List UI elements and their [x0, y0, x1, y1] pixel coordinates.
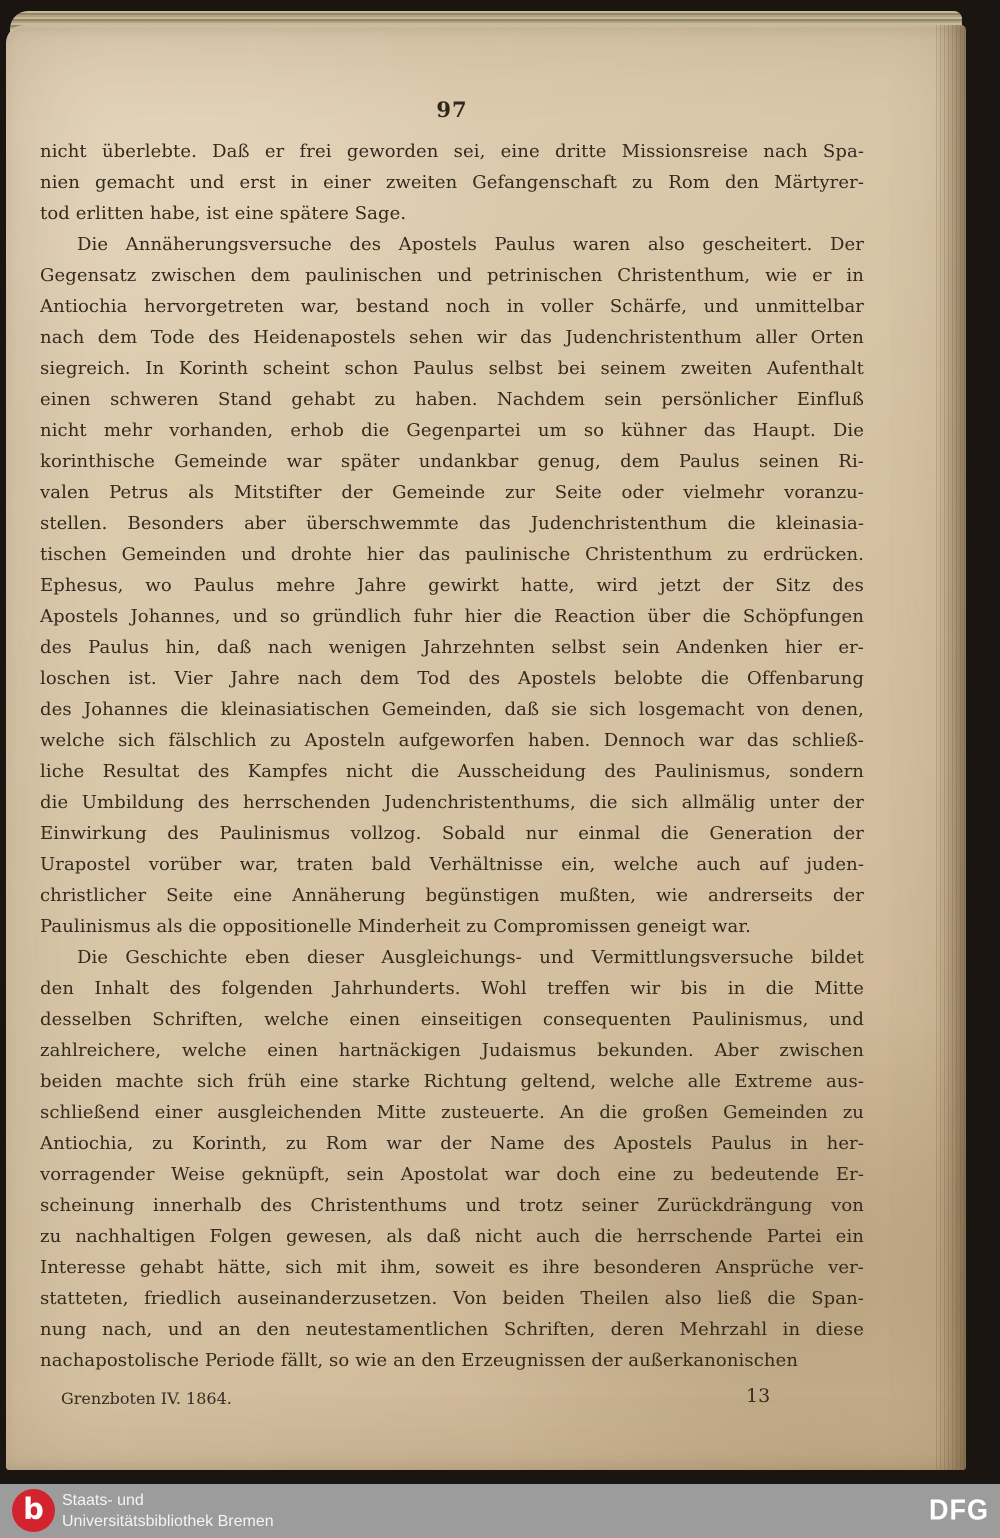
paragraph [40, 942, 864, 1376]
text-line: statteten, friedlich auseinanderzusetzen. Von beiden Theilen also ließ die Span- [40, 1288, 864, 1309]
paragraph [40, 229, 864, 942]
text-line: Einwirkung des Paulinismus vollzog. Sobald nur einmal die Generation der [40, 823, 864, 844]
text-line: valen Petrus als Mitstifter der Gemeinde zur Seite oder vielmehr voranzu- [40, 482, 864, 503]
text-line: christlicher Seite eine Annäherung begünstigen mußten, wie andrerseits der [40, 885, 864, 906]
text-line: nung nach, und an den neutestamentlichen Schriften, deren Mehrzahl in diese [40, 1319, 864, 1340]
page-footer [40, 1385, 864, 1415]
text-line: vorragender Weise geknüpft, sein Apostolat war doch eine zu bedeutende Er- [40, 1164, 864, 1185]
text-line: korinthische Gemeinde war später undankbar genug, dem Paulus seinen Ri- [40, 451, 864, 472]
text-line: den Inhalt des folgenden Jahrhunderts. Wohl treffen wir bis in die Mitte [40, 978, 864, 999]
text-line: Ephesus, wo Paulus mehre Jahre gewirkt hatte, wird jetzt der Sitz des [40, 575, 864, 596]
text-line: Paulinismus als die oppositionelle Minderheit zu Compromissen geneigt war. [40, 916, 751, 937]
text-line: nach dem Tode des Heidenapostels sehen wir das Judenchristenthum aller Orten [40, 327, 864, 348]
text-line: des Paulus hin, daß nach wenigen Jahrzehnten selbst sein Andenken hier er- [40, 637, 864, 658]
text-line: Gegensatz zwischen dem paulinischen und petrinischen Christenthum, wie er in [40, 265, 864, 286]
text-line: zu nachhaltigen Folgen gewesen, als daß nicht auch die herrschende Partei ein [40, 1226, 864, 1247]
text-line: Die Annäherungsversuche des Apostels Paulus waren also gescheitert. Der [77, 234, 864, 255]
library-name [62, 1490, 274, 1532]
text-line: beiden machte sich früh eine starke Richtung geltend, welche alle Extreme aus- [40, 1071, 864, 1092]
text-line: zahlreichere, welche einen hartnäckigen Judaismus bekunden. Aber zwischen [40, 1040, 864, 1061]
text-line: des Johannes die kleinasiatischen Gemeinden, daß sie sich losgemacht von denen, [40, 699, 864, 720]
journal-signature: Grenzboten IV. 1864. [61, 1389, 232, 1408]
text-line: die Umbildung des herrschenden Judenchristenthums, die sich allmälig unter der [40, 792, 864, 813]
sheet-number: 13 [746, 1385, 771, 1407]
text-line: schließend einer ausgleichenden Mitte zusteuerte. An die großen Gemeinden zu [40, 1102, 864, 1123]
page-number: 97 [436, 97, 468, 122]
page-body-text [40, 136, 864, 1376]
text-line: nicht überlebte. Daß er frei geworden sei, eine dritte Missionsreise nach Spa- [40, 141, 864, 162]
dfg-logo: DFG [929, 1494, 989, 1526]
text-line: stellen. Besonders aber überschwemmte das Judenchristenthum die kleinasia- [40, 513, 864, 534]
text-line: nachapostolische Periode fällt, so wie an den Erzeugnissen der außerkanonischen [40, 1350, 799, 1371]
text-line: tischen Gemeinden und drohte hier das paulinische Christenthum zu erdrücken. [40, 544, 864, 565]
text-line: Urapostel vorüber war, traten bald Verhältnisse ein, welche auch auf juden- [40, 854, 864, 875]
book-page [6, 25, 966, 1470]
text-line: Interesse gehabt hätte, sich mit ihm, soweit es ihre besonderen Ansprüche ver- [40, 1257, 864, 1278]
library-name-line2: Universitätsbibliothek Bremen [62, 1513, 274, 1530]
paragraph [40, 136, 864, 229]
text-line: nicht mehr vorhanden, erhob die Gegenpartei um so kühner das Haupt. Die [40, 420, 864, 441]
library-banner [0, 1484, 1000, 1538]
text-line: einen schweren Stand gehabt zu haben. Nachdem sein persönlicher Einfluß [40, 389, 864, 410]
text-line: tod erlitten habe, ist eine spätere Sage. [40, 203, 407, 224]
text-line: scheinung innerhalb des Christenthums und trotz seiner Zurückdrängung von [40, 1195, 864, 1216]
page-stack-edge-right [936, 25, 966, 1470]
text-line: Apostels Johannes, und so gründlich fuhr hier die Reaction über die Schöpfungen [40, 606, 864, 627]
text-line: welche sich fälschlich zu Aposteln aufgeworfen haben. Dennoch war das schließ- [40, 730, 864, 751]
library-logo-icon [12, 1489, 55, 1532]
text-line: Antiochia, zu Korinth, zu Rom war der Name des Apostels Paulus in her- [40, 1133, 864, 1154]
text-line: liche Resultat des Kampfes nicht die Ausscheidung des Paulinismus, sondern [40, 761, 864, 782]
text-line: nien gemacht und erst in einer zweiten Gefangenschaft zu Rom den Märtyrer- [40, 172, 864, 193]
text-line: Antiochia hervorgetreten war, bestand noch in voller Schärfe, und unmittelbar [40, 296, 864, 317]
text-line: Die Geschichte eben dieser Ausgleichungs- und Vermittlungsversuche bildet [77, 947, 864, 968]
text-line: desselben Schriften, welche einen einseitigen consequenten Paulinismus, und [40, 1009, 864, 1030]
library-name-line1: Staats- und [62, 1492, 144, 1509]
text-line: siegreich. In Korinth scheint schon Paulus selbst bei seinem zweiten Aufenthalt [40, 358, 864, 379]
library-logo-letter: b [23, 1492, 44, 1526]
text-line: loschen ist. Vier Jahre nach dem Tod des Apostels belobte die Offenbarung [40, 668, 864, 689]
